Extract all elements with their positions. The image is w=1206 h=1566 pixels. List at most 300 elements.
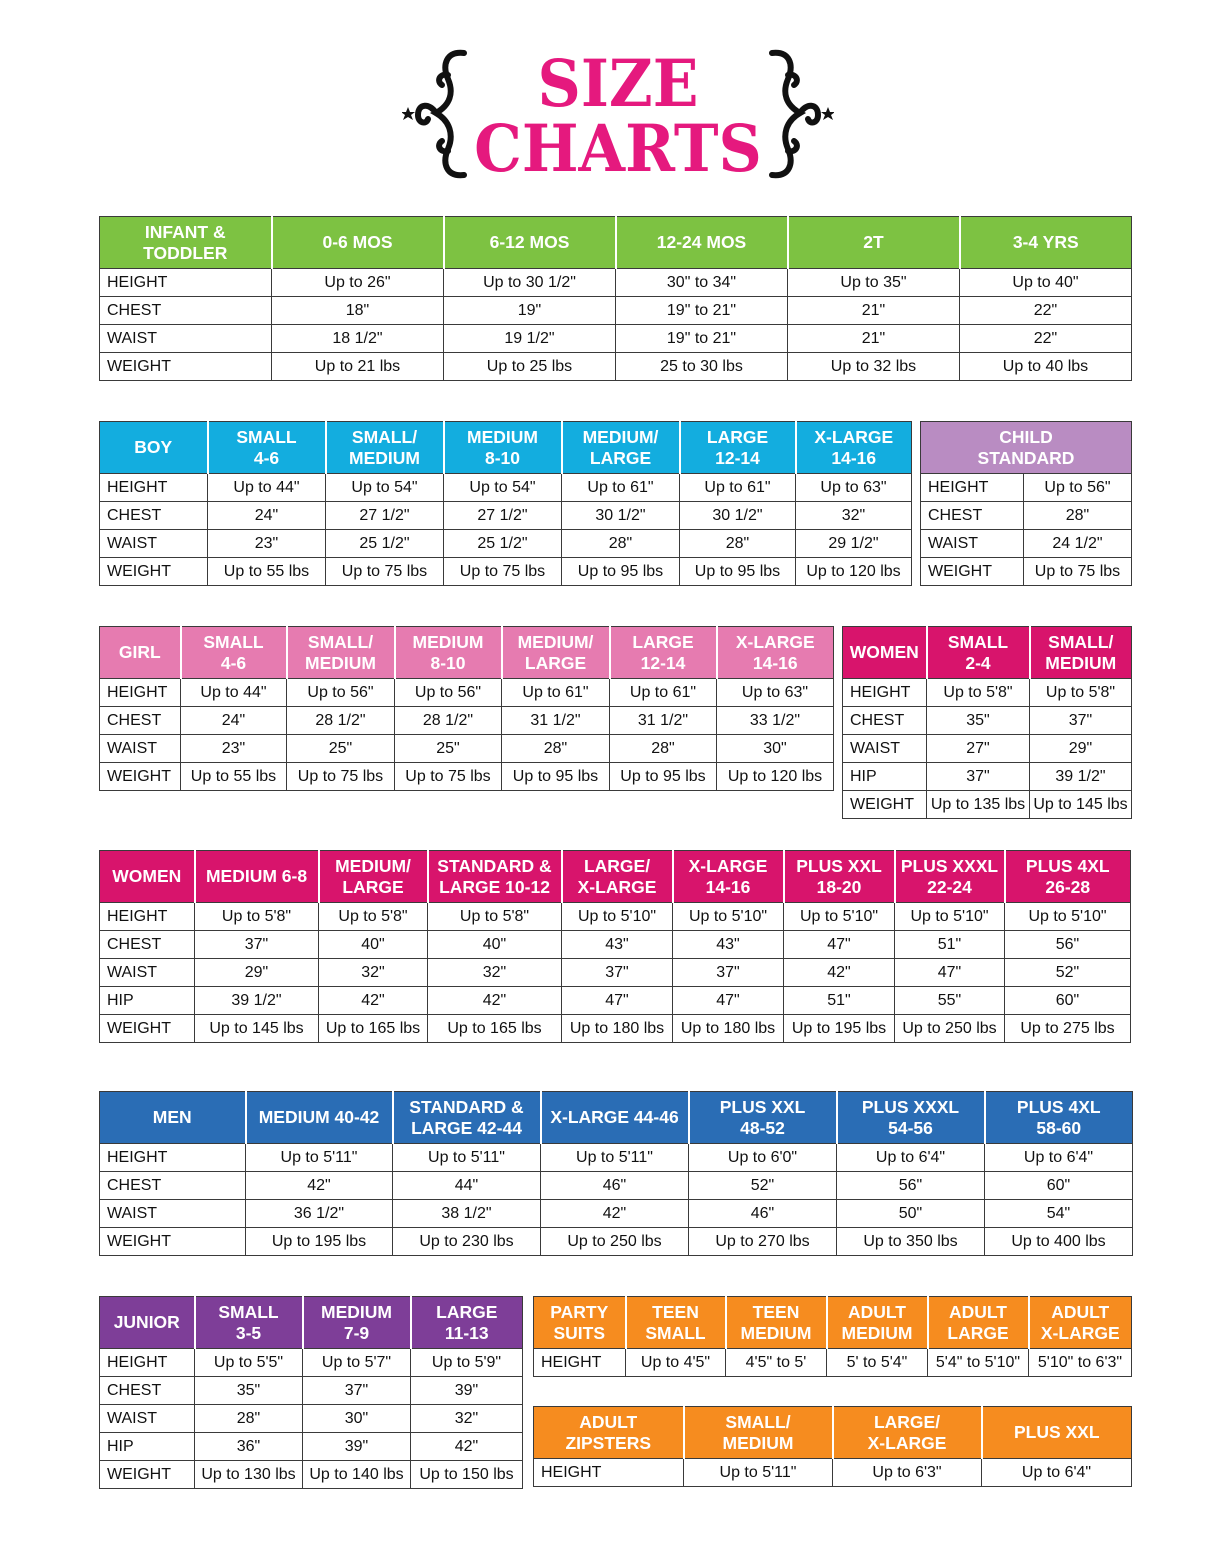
table-row-waist bbox=[100, 1200, 1133, 1228]
infant-header-0-6-mos bbox=[272, 217, 444, 269]
table-cell: Up to 140 lbs bbox=[303, 1461, 411, 1489]
table-cell: Up to 6'4" bbox=[837, 1144, 985, 1172]
table-cell: 42" bbox=[319, 987, 428, 1015]
women-header-women bbox=[100, 851, 195, 903]
table-cell: Up to 35" bbox=[788, 269, 960, 297]
women_small-header-small-medium bbox=[1030, 627, 1132, 679]
infant-header-2t bbox=[788, 217, 960, 269]
zipsters-header-plus-xxl bbox=[982, 1407, 1132, 1459]
table-cell: Up to 95 lbs bbox=[502, 763, 610, 791]
girl-header-medium-8-10 bbox=[395, 627, 502, 679]
table-cell: Up to 120 lbs bbox=[796, 558, 912, 586]
right-flourish-icon bbox=[764, 45, 834, 185]
women-header-medium-large bbox=[319, 851, 428, 903]
table-row-height bbox=[100, 474, 912, 502]
table-cell: Up to 75 lbs bbox=[287, 763, 395, 791]
row-label: HEIGHT bbox=[100, 1349, 195, 1377]
header-label: WOMEN bbox=[112, 866, 182, 886]
table-cell: 29 1/2" bbox=[796, 530, 912, 558]
row-label: WEIGHT bbox=[100, 763, 181, 791]
header-label: X-LARGE 14-16 bbox=[814, 426, 894, 468]
table-cell: 38 1/2" bbox=[393, 1200, 541, 1228]
table-cell: 25 to 30 lbs bbox=[616, 353, 788, 381]
table-cell: 22" bbox=[960, 297, 1132, 325]
table-cell: Up to 275 lbs bbox=[1005, 1015, 1131, 1043]
table-cell: Up to 61" bbox=[562, 474, 680, 502]
row-label: HIP bbox=[843, 763, 927, 791]
header-label: SMALL 2-4 bbox=[947, 631, 1009, 673]
party-header-adult-large bbox=[928, 1297, 1029, 1349]
table-cell: Up to 180 lbs bbox=[673, 1015, 784, 1043]
table-cell: 19 1/2" bbox=[444, 325, 616, 353]
table-row-weight bbox=[100, 558, 912, 586]
boy-header-medium-8-10 bbox=[444, 422, 562, 474]
table-cell: 19" bbox=[444, 297, 616, 325]
table-cell: Up to 75 lbs bbox=[1024, 558, 1132, 586]
table-cell: Up to 63" bbox=[717, 679, 834, 707]
table-cell: 54" bbox=[985, 1200, 1133, 1228]
table-row-weight bbox=[100, 1015, 1131, 1043]
table-cell: 29" bbox=[195, 959, 319, 987]
table-cell: Up to 95 lbs bbox=[680, 558, 796, 586]
header-label: PLUS XXL 18-20 bbox=[796, 855, 882, 897]
men-header-x-large-44-46 bbox=[541, 1092, 689, 1144]
table-cell: Up to 75 lbs bbox=[326, 558, 444, 586]
table-cell: Up to 250 lbs bbox=[895, 1015, 1005, 1043]
table-cell: Up to 165 lbs bbox=[319, 1015, 428, 1043]
table-cell: 39 1/2" bbox=[195, 987, 319, 1015]
men-size-table bbox=[99, 1091, 1133, 1256]
row-label: HEIGHT bbox=[534, 1349, 626, 1377]
row-label: CHEST bbox=[100, 1172, 246, 1200]
table-cell: 47" bbox=[562, 987, 673, 1015]
table-cell: Up to 54" bbox=[444, 474, 562, 502]
table-cell: Up to 400 lbs bbox=[985, 1228, 1133, 1256]
junior-size-table bbox=[99, 1296, 523, 1489]
table-cell: Up to 75 lbs bbox=[395, 763, 502, 791]
table-cell: Up to 44" bbox=[208, 474, 326, 502]
header-label: PARTY SUITS bbox=[550, 1301, 609, 1343]
header-label: PLUS XXXL 22-24 bbox=[900, 855, 999, 897]
boy-header-boy bbox=[100, 422, 208, 474]
table-row-height bbox=[100, 269, 1132, 297]
header-label: LARGE 11-13 bbox=[436, 1301, 498, 1343]
header-label: MEDIUM 7-9 bbox=[321, 1301, 392, 1343]
table-cell: 39 1/2" bbox=[1030, 763, 1132, 791]
table-cell: 31 1/2" bbox=[610, 707, 717, 735]
table-row-height bbox=[534, 1459, 1132, 1487]
table-cell: 36 1/2" bbox=[246, 1200, 393, 1228]
header-label: SMALL/ MEDIUM bbox=[722, 1411, 794, 1453]
header-label: SMALL/ MEDIUM bbox=[1045, 631, 1117, 673]
header-row bbox=[100, 217, 1132, 269]
table-cell: Up to 5'5" bbox=[195, 1349, 303, 1377]
table-cell: Up to 180 lbs bbox=[562, 1015, 673, 1043]
table-cell: Up to 61" bbox=[610, 679, 717, 707]
table-cell: Up to 55 lbs bbox=[181, 763, 287, 791]
women-header-large-x-large bbox=[562, 851, 673, 903]
table-cell: 27 1/2" bbox=[326, 502, 444, 530]
table-cell: 5' to 5'4" bbox=[827, 1349, 928, 1377]
table-cell: 27 1/2" bbox=[444, 502, 562, 530]
table-cell: Up to 95 lbs bbox=[562, 558, 680, 586]
table-cell: 60" bbox=[985, 1172, 1133, 1200]
table-cell: 19" to 21" bbox=[616, 297, 788, 325]
table-cell: Up to 5'11" bbox=[246, 1144, 393, 1172]
table-cell: 31 1/2" bbox=[502, 707, 610, 735]
table-row-waist bbox=[100, 959, 1131, 987]
table-cell: Up to 5'9" bbox=[411, 1349, 523, 1377]
header-label: MEDIUM 8-10 bbox=[467, 426, 538, 468]
header-row bbox=[100, 627, 834, 679]
table-cell: 60" bbox=[1005, 987, 1131, 1015]
table-cell: Up to 250 lbs bbox=[541, 1228, 689, 1256]
table-row-waist bbox=[100, 1405, 523, 1433]
table-cell: 37" bbox=[303, 1377, 411, 1405]
table-cell: 28" bbox=[680, 530, 796, 558]
header-label: SMALL/ MEDIUM bbox=[349, 426, 420, 468]
header-label: CHILD STANDARD bbox=[977, 426, 1075, 468]
header-label: 3-4 YRS bbox=[1012, 232, 1079, 252]
women_small-header-small-2-4 bbox=[927, 627, 1030, 679]
boy-header-large-12-14 bbox=[680, 422, 796, 474]
table-cell: Up to 150 lbs bbox=[411, 1461, 523, 1489]
table-cell: Up to 6'3" bbox=[833, 1459, 982, 1487]
header-label: X-LARGE 14-16 bbox=[735, 631, 815, 673]
table-cell: 28" bbox=[1024, 502, 1132, 530]
table-cell: Up to 145 lbs bbox=[195, 1015, 319, 1043]
table-cell: Up to 5'8" bbox=[195, 903, 319, 931]
table-cell: 39" bbox=[411, 1377, 523, 1405]
table-cell: 47" bbox=[784, 931, 895, 959]
row-label: HEIGHT bbox=[100, 474, 208, 502]
table-cell: Up to 30 1/2" bbox=[444, 269, 616, 297]
row-label: WEIGHT bbox=[100, 1228, 246, 1256]
table-row-weight bbox=[843, 791, 1132, 819]
table-cell: 43" bbox=[673, 931, 784, 959]
junior-header-large-11-13 bbox=[411, 1297, 523, 1349]
table-cell: Up to 270 lbs bbox=[689, 1228, 837, 1256]
boy-header-x-large-14-16 bbox=[796, 422, 912, 474]
table-cell: 42" bbox=[784, 959, 895, 987]
table-cell: 40" bbox=[428, 931, 562, 959]
table-cell: 50" bbox=[837, 1200, 985, 1228]
row-label: WAIST bbox=[921, 530, 1024, 558]
table-cell: Up to 95 lbs bbox=[610, 763, 717, 791]
row-label: WEIGHT bbox=[843, 791, 927, 819]
header-label: X-LARGE 44-46 bbox=[550, 1107, 679, 1127]
table-cell: 28" bbox=[610, 735, 717, 763]
table-cell: Up to 5'8" bbox=[927, 679, 1030, 707]
party-suits-size-table bbox=[533, 1296, 1132, 1377]
table-cell: 47" bbox=[673, 987, 784, 1015]
header-label: MEDIUM/ LARGE bbox=[517, 631, 594, 673]
header-label: 6-12 MOS bbox=[489, 232, 570, 252]
table-cell: Up to 230 lbs bbox=[393, 1228, 541, 1256]
table-cell: 43" bbox=[562, 931, 673, 959]
header-label: PLUS 4XL 58-60 bbox=[1016, 1096, 1101, 1138]
table-cell: 21" bbox=[788, 297, 960, 325]
women-size-table bbox=[99, 850, 1131, 1043]
table-cell: 24" bbox=[208, 502, 326, 530]
women_small-header-women bbox=[843, 627, 927, 679]
row-label: HEIGHT bbox=[100, 269, 272, 297]
table-cell: 52" bbox=[689, 1172, 837, 1200]
table-cell: 29" bbox=[1030, 735, 1132, 763]
header-row bbox=[100, 851, 1131, 903]
women-header-plus-xxl-18-20 bbox=[784, 851, 895, 903]
table-cell: Up to 6'4" bbox=[982, 1459, 1132, 1487]
table-row-weight bbox=[100, 1461, 523, 1489]
row-label: CHEST bbox=[100, 297, 272, 325]
junior-header-medium-7-9 bbox=[303, 1297, 411, 1349]
table-cell: Up to 6'4" bbox=[985, 1144, 1133, 1172]
header-label: SMALL 4-6 bbox=[236, 426, 297, 468]
row-label: WAIST bbox=[100, 325, 272, 353]
boy-header-small-4-6 bbox=[208, 422, 326, 474]
table-cell: Up to 40" bbox=[960, 269, 1132, 297]
table-cell: Up to 63" bbox=[796, 474, 912, 502]
party-header-teen-medium bbox=[726, 1297, 827, 1349]
table-row-hip bbox=[100, 1433, 523, 1461]
row-label: WAIST bbox=[843, 735, 927, 763]
table-row-chest bbox=[100, 931, 1131, 959]
table-cell: 56" bbox=[1005, 931, 1131, 959]
header-label: PLUS XXXL 54-56 bbox=[861, 1096, 960, 1138]
table-cell: 42" bbox=[541, 1200, 689, 1228]
infant-header-12-24-mos bbox=[616, 217, 788, 269]
table-row-chest bbox=[843, 707, 1132, 735]
women-header-medium-6-8 bbox=[195, 851, 319, 903]
men-header-standard-large-42-44 bbox=[393, 1092, 541, 1144]
junior-header-small-3-5 bbox=[195, 1297, 303, 1349]
girl-header-small-medium bbox=[287, 627, 395, 679]
table-row-weight bbox=[100, 763, 834, 791]
table-cell: 18 1/2" bbox=[272, 325, 444, 353]
table-cell: Up to 165 lbs bbox=[428, 1015, 562, 1043]
table-cell: Up to 130 lbs bbox=[195, 1461, 303, 1489]
child-header-child-standard bbox=[921, 422, 1132, 474]
table-cell: 32" bbox=[428, 959, 562, 987]
row-label: WEIGHT bbox=[921, 558, 1024, 586]
table-cell: 25" bbox=[287, 735, 395, 763]
header-label: ADULT MEDIUM bbox=[841, 1301, 913, 1343]
child-standard-size-table bbox=[920, 421, 1132, 586]
header-label: ADULT X-LARGE bbox=[1040, 1301, 1120, 1343]
table-cell: 5'4" to 5'10" bbox=[928, 1349, 1029, 1377]
row-label: WAIST bbox=[100, 959, 195, 987]
header-label: TEEN MEDIUM bbox=[740, 1301, 812, 1343]
table-row-chest bbox=[100, 707, 834, 735]
header-label: 0-6 MOS bbox=[322, 232, 393, 252]
header-label: PLUS XXL 48-52 bbox=[719, 1096, 806, 1138]
infant-header-3-4-yrs bbox=[960, 217, 1132, 269]
table-cell: Up to 61" bbox=[502, 679, 610, 707]
table-cell: 28 1/2" bbox=[395, 707, 502, 735]
row-label: WEIGHT bbox=[100, 1015, 195, 1043]
table-cell: 37" bbox=[673, 959, 784, 987]
table-cell: Up to 145 lbs bbox=[1030, 791, 1132, 819]
table-cell: 32" bbox=[411, 1405, 523, 1433]
header-label: PLUS XXL bbox=[1013, 1422, 1100, 1442]
table-row-weight bbox=[921, 558, 1132, 586]
table-cell: Up to 55 lbs bbox=[208, 558, 326, 586]
table-cell: 28" bbox=[502, 735, 610, 763]
row-label: HEIGHT bbox=[843, 679, 927, 707]
table-cell: 23" bbox=[208, 530, 326, 558]
row-label: WEIGHT bbox=[100, 558, 208, 586]
table-cell: Up to 5'8" bbox=[428, 903, 562, 931]
table-cell: Up to 56" bbox=[395, 679, 502, 707]
table-cell: 40" bbox=[319, 931, 428, 959]
men-header-men bbox=[100, 1092, 246, 1144]
table-cell: 30" bbox=[717, 735, 834, 763]
women-header-x-large-14-16 bbox=[673, 851, 784, 903]
table-row-waist bbox=[843, 735, 1132, 763]
women-header-standard-large-10-12 bbox=[428, 851, 562, 903]
table-cell: Up to 135 lbs bbox=[927, 791, 1030, 819]
table-row-waist bbox=[100, 325, 1132, 353]
table-cell: 27" bbox=[927, 735, 1030, 763]
header-row bbox=[100, 1297, 523, 1349]
table-cell: 46" bbox=[541, 1172, 689, 1200]
infant-toddler-size-table bbox=[99, 216, 1132, 381]
girl-header-medium-large bbox=[502, 627, 610, 679]
header-label: MEN bbox=[152, 1107, 192, 1127]
table-row-height bbox=[100, 903, 1131, 931]
row-label: WEIGHT bbox=[100, 1461, 195, 1489]
header-label: MEDIUM 40-42 bbox=[258, 1107, 380, 1127]
table-row-hip bbox=[100, 987, 1131, 1015]
row-label: WAIST bbox=[100, 735, 181, 763]
header-label: LARGE/ X-LARGE bbox=[867, 1411, 947, 1453]
table-cell: Up to 5'10" bbox=[1005, 903, 1131, 931]
table-cell: 30 1/2" bbox=[562, 502, 680, 530]
table-cell: 46" bbox=[689, 1200, 837, 1228]
row-label: HIP bbox=[100, 1433, 195, 1461]
header-label: WOMEN bbox=[849, 642, 919, 662]
header-label: PLUS 4XL 26-28 bbox=[1025, 855, 1110, 897]
table-cell: 36" bbox=[195, 1433, 303, 1461]
header-label: X-LARGE 14-16 bbox=[688, 855, 768, 897]
table-cell: 35" bbox=[927, 707, 1030, 735]
table-cell: 21" bbox=[788, 325, 960, 353]
table-cell: Up to 195 lbs bbox=[246, 1228, 393, 1256]
party-header-teen-small bbox=[626, 1297, 726, 1349]
row-label: CHEST bbox=[100, 1377, 195, 1405]
party-header-party-suits bbox=[534, 1297, 626, 1349]
table-row-chest bbox=[100, 502, 912, 530]
men-header-plus-4xl-58-60 bbox=[985, 1092, 1133, 1144]
row-label: HEIGHT bbox=[100, 679, 181, 707]
table-cell: 30 1/2" bbox=[680, 502, 796, 530]
row-label: CHEST bbox=[100, 502, 208, 530]
table-row-waist bbox=[921, 530, 1132, 558]
header-label: 2T bbox=[863, 232, 884, 252]
table-cell: 28" bbox=[562, 530, 680, 558]
table-cell: Up to 5'10" bbox=[784, 903, 895, 931]
table-row-chest bbox=[100, 297, 1132, 325]
header-label: SMALL/ MEDIUM bbox=[305, 631, 376, 673]
men-header-medium-40-42 bbox=[246, 1092, 393, 1144]
party-header-adult-x-large bbox=[1029, 1297, 1132, 1349]
boy-size-table bbox=[99, 421, 912, 586]
table-cell: 23" bbox=[181, 735, 287, 763]
table-cell: Up to 5'7" bbox=[303, 1349, 411, 1377]
table-cell: 55" bbox=[895, 987, 1005, 1015]
table-cell: 51" bbox=[895, 931, 1005, 959]
header-row bbox=[100, 422, 912, 474]
header-label: MEDIUM 6-8 bbox=[205, 866, 308, 886]
table-cell: Up to 5'10" bbox=[562, 903, 673, 931]
row-label: HEIGHT bbox=[100, 903, 195, 931]
table-row-chest bbox=[100, 1172, 1133, 1200]
women-small-size-table bbox=[842, 626, 1132, 819]
table-cell: Up to 5'11" bbox=[684, 1459, 833, 1487]
table-cell: 5'10" to 6'3" bbox=[1029, 1349, 1132, 1377]
girl-header-x-large-14-16 bbox=[717, 627, 834, 679]
header-label: MEDIUM/ LARGE bbox=[335, 855, 411, 897]
header-label: TEEN SMALL bbox=[645, 1301, 706, 1343]
zipsters-header-large-x-large bbox=[833, 1407, 982, 1459]
table-cell: 25 1/2" bbox=[326, 530, 444, 558]
table-cell: 30" to 34" bbox=[616, 269, 788, 297]
header-label: INFANT & TODDLER bbox=[143, 221, 228, 263]
header-row bbox=[100, 1092, 1133, 1144]
row-label: WAIST bbox=[100, 530, 208, 558]
header-label: MEDIUM 8-10 bbox=[412, 631, 484, 673]
header-label: LARGE/ X-LARGE bbox=[577, 855, 657, 897]
row-label: CHEST bbox=[100, 931, 195, 959]
table-row-height bbox=[843, 679, 1132, 707]
table-cell: Up to 5'10" bbox=[895, 903, 1005, 931]
row-label: HEIGHT bbox=[100, 1144, 246, 1172]
table-cell: Up to 61" bbox=[680, 474, 796, 502]
page-title: SIZE CHARTS bbox=[474, 46, 762, 188]
header-label: 12-24 MOS bbox=[656, 232, 747, 252]
table-cell: 25" bbox=[395, 735, 502, 763]
row-label: CHEST bbox=[100, 707, 181, 735]
table-cell: 33 1/2" bbox=[717, 707, 834, 735]
header-label: ADULT ZIPSTERS bbox=[565, 1411, 652, 1453]
header-label: LARGE 12-14 bbox=[706, 426, 769, 468]
table-cell: Up to 5'11" bbox=[393, 1144, 541, 1172]
table-cell: 30" bbox=[303, 1405, 411, 1433]
zipsters-header-small-medium bbox=[684, 1407, 833, 1459]
table-cell: Up to 75 lbs bbox=[444, 558, 562, 586]
table-cell: Up to 44" bbox=[181, 679, 287, 707]
row-label: HEIGHT bbox=[534, 1459, 684, 1487]
table-cell: 4'5" to 5' bbox=[726, 1349, 827, 1377]
table-cell: Up to 54" bbox=[326, 474, 444, 502]
table-cell: 44" bbox=[393, 1172, 541, 1200]
table-row-weight bbox=[100, 1228, 1133, 1256]
table-row-height bbox=[100, 1349, 523, 1377]
table-cell: 42" bbox=[411, 1433, 523, 1461]
header-label: SMALL 4-6 bbox=[203, 631, 264, 673]
table-cell: Up to 5'8" bbox=[1030, 679, 1132, 707]
table-cell: Up to 6'0" bbox=[689, 1144, 837, 1172]
boy-header-small-medium bbox=[326, 422, 444, 474]
girl-header-small-4-6 bbox=[181, 627, 287, 679]
junior-header-junior bbox=[100, 1297, 195, 1349]
table-cell: Up to 32 lbs bbox=[788, 353, 960, 381]
header-label: BOY bbox=[134, 437, 173, 457]
table-cell: 22" bbox=[960, 325, 1132, 353]
header-row bbox=[534, 1407, 1132, 1459]
header-label: STANDARD & LARGE 42-44 bbox=[409, 1096, 524, 1138]
table-cell: Up to 40 lbs bbox=[960, 353, 1132, 381]
